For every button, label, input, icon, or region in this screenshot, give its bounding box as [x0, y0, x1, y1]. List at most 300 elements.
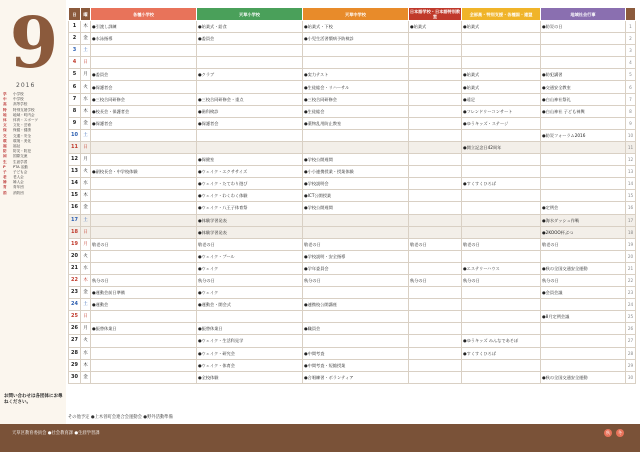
event-cell — [91, 190, 197, 202]
day-number: 23 — [69, 287, 81, 299]
event-cell — [409, 45, 462, 57]
event-cell — [462, 154, 541, 166]
day-number: 17 — [69, 214, 81, 226]
legend-key: 中 — [3, 97, 7, 102]
event-cell — [91, 262, 197, 274]
day-number: 18 — [69, 226, 81, 238]
day-number-end: 7 — [626, 93, 636, 105]
event-cell — [91, 141, 197, 153]
event-cell — [409, 57, 462, 69]
event-cell: ●8月定例会議 — [541, 311, 626, 323]
day-number: 24 — [69, 299, 81, 311]
event-cell — [409, 33, 462, 45]
event-cell: ●三校合同研修会・重点 — [197, 93, 303, 105]
event-cell — [541, 250, 626, 262]
calendar-row — [69, 69, 636, 81]
event-cell: ●ウェイク・わくわく体験 — [197, 190, 303, 202]
event-cell — [462, 214, 541, 226]
legend-text: PTA 活動 — [13, 164, 28, 169]
event-cell: ●ウェイク — [197, 287, 303, 299]
event-cell — [409, 141, 462, 153]
day-of-week: 木 — [81, 274, 91, 286]
event-cell: ●ウェイク・体育会 — [197, 359, 303, 371]
day-number-end: 26 — [626, 323, 636, 335]
day-of-week: 水 — [81, 93, 91, 105]
calendar-row — [69, 129, 636, 141]
event-cell — [409, 371, 462, 383]
event-cell — [409, 347, 462, 359]
event-cell: ●体験学習発表 — [197, 226, 303, 238]
day-number-end: 8 — [626, 105, 636, 117]
day-of-week: 木 — [81, 105, 91, 117]
event-cell — [197, 129, 303, 141]
event-cell: ●学校公開週間 — [303, 154, 409, 166]
day-number-end: 23 — [626, 287, 636, 299]
calendar-row — [69, 202, 636, 214]
event-cell — [541, 323, 626, 335]
calendar-row — [69, 226, 636, 238]
event-cell — [409, 323, 462, 335]
event-cell: ●保護者会 — [91, 81, 197, 93]
header-amakusa-junior: 天草中学校 — [303, 8, 409, 21]
event-cell — [409, 359, 462, 371]
day-number: 8 — [69, 105, 81, 117]
day-of-week: 水 — [81, 347, 91, 359]
event-cell — [91, 214, 197, 226]
event-cell — [541, 299, 626, 311]
event-cell: ●中間考査・短縮授業 — [303, 359, 409, 371]
credit-text: 天草区教育委員会 ●社会教育課 ●生涯学習課 — [12, 431, 100, 436]
event-cell — [409, 311, 462, 323]
day-number-end: 2 — [626, 33, 636, 45]
calendar-row — [69, 323, 636, 335]
legend-text: 福祉 — [13, 143, 21, 148]
event-cell — [303, 57, 409, 69]
day-number-end: 19 — [626, 238, 636, 250]
event-cell: ●生徒総会 — [303, 105, 409, 117]
legend-key: 交 — [3, 133, 7, 138]
calendar-row — [69, 21, 636, 33]
event-cell — [91, 57, 197, 69]
event-cell — [541, 335, 626, 347]
legend-key: 文 — [3, 123, 7, 128]
legend-text: 中学校 — [13, 97, 24, 102]
event-cell: ●学校説明・安全指導 — [303, 250, 409, 262]
legend-key: 高 — [3, 102, 7, 107]
event-cell: ●学年委員会 — [303, 262, 409, 274]
day-of-week: 土 — [81, 214, 91, 226]
event-cell — [91, 311, 197, 323]
event-cell: ●三校合同研修会 — [91, 93, 197, 105]
day-number: 10 — [69, 129, 81, 141]
day-number-end: 9 — [626, 117, 636, 129]
event-cell: ●歯科検診 — [197, 105, 303, 117]
legend-text: 高等学校 — [13, 102, 28, 107]
day-number-end: 27 — [626, 335, 636, 347]
event-cell: 敬老の日 — [91, 238, 197, 250]
day-number: 25 — [69, 311, 81, 323]
calendar-row — [69, 57, 636, 69]
event-cell: ●交通安全教室 — [541, 81, 626, 93]
day-number-end: 29 — [626, 359, 636, 371]
event-cell: ●定例会 — [541, 202, 626, 214]
legend-key: 体 — [3, 118, 7, 123]
event-cell: ●エステリーハウス — [462, 262, 541, 274]
event-cell — [197, 45, 303, 57]
day-of-week: 金 — [81, 287, 91, 299]
event-cell — [303, 335, 409, 347]
event-cell — [541, 154, 626, 166]
event-cell — [409, 81, 462, 93]
day-number-end: 24 — [626, 299, 636, 311]
calendar-row — [69, 250, 636, 262]
day-number: 26 — [69, 323, 81, 335]
event-cell — [462, 57, 541, 69]
event-cell — [462, 371, 541, 383]
event-cell: ●白山神社祭礼 — [541, 93, 626, 105]
event-cell: ●フレンドリーコンサート — [462, 105, 541, 117]
event-cell: ●学校説明会 — [303, 178, 409, 190]
event-cell: ●運動会・開会式 — [197, 299, 303, 311]
event-cell — [91, 154, 197, 166]
calendar-grid — [68, 7, 635, 384]
event-cell: ●始業式・下校 — [303, 21, 409, 33]
legend-text: 保健・健康 — [13, 128, 31, 133]
legend-key: 消 — [3, 190, 7, 195]
event-cell: ●始業式・給食 — [197, 21, 303, 33]
legend-text: 消防団 — [13, 190, 24, 195]
page-mark-autumn-icon: 秋 — [606, 430, 610, 435]
legend-text: 生涯学習 — [13, 159, 28, 164]
event-cell: ●遠足 — [462, 93, 541, 105]
footer-note: その他予定 ●上木曽町会連合会運動会 ●野外活動準備 — [68, 415, 173, 420]
legend-text: 文化・芸術 — [13, 123, 31, 128]
event-cell: ●防犯講習 — [541, 69, 626, 81]
calendar-row — [69, 81, 636, 93]
event-cell — [462, 129, 541, 141]
event-cell: 秋分の日 — [541, 274, 626, 286]
day-number-end: 22 — [626, 274, 636, 286]
event-cell: ●ウェイク・研究会 — [197, 347, 303, 359]
event-cell — [91, 178, 197, 190]
day-number-end: 10 — [626, 129, 636, 141]
event-cell: ●小児生活習慣病予防検診 — [303, 33, 409, 45]
day-of-week: 金 — [81, 371, 91, 383]
page-marks — [604, 429, 624, 437]
event-cell — [462, 202, 541, 214]
legend-text: 特別支援学校 — [13, 107, 35, 112]
event-cell — [462, 166, 541, 178]
day-number-end: 16 — [626, 202, 636, 214]
header-day: 日 — [69, 8, 81, 21]
event-cell — [409, 129, 462, 141]
legend-text: 小学校 — [13, 92, 24, 97]
day-number: 29 — [69, 359, 81, 371]
event-cell — [303, 141, 409, 153]
event-cell — [91, 250, 197, 262]
calendar-row — [69, 141, 636, 153]
day-of-week: 月 — [81, 154, 91, 166]
event-cell: ●薬物乱用防止教室 — [303, 117, 409, 129]
day-number: 3 — [69, 45, 81, 57]
bottom-bar — [0, 424, 640, 452]
day-number: 27 — [69, 335, 81, 347]
event-cell — [541, 166, 626, 178]
event-cell: ●委員会 — [91, 69, 197, 81]
day-number-end: 5 — [626, 69, 636, 81]
event-cell: ●すくすくひろば — [462, 178, 541, 190]
day-of-week: 月 — [81, 69, 91, 81]
event-cell: ●防災フォーラム2016 — [541, 129, 626, 141]
calendar-row — [69, 335, 636, 347]
event-cell — [409, 166, 462, 178]
event-cell: ●始業式 — [462, 81, 541, 93]
event-cell — [409, 214, 462, 226]
event-cell: 敬老の日 — [197, 238, 303, 250]
calendar-row — [69, 359, 636, 371]
day-number-end: 3 — [626, 45, 636, 57]
event-cell: ●運動会前日準備 — [91, 287, 197, 299]
day-number-end: 30 — [626, 371, 636, 383]
event-cell: ●白山神社 子ども神輿 — [541, 105, 626, 117]
legend-text: 防災・防犯 — [13, 149, 31, 154]
legend-text: 地域・町内会 — [13, 112, 35, 117]
event-cell — [409, 226, 462, 238]
header-row — [69, 8, 636, 21]
legend-text: 国際交流 — [13, 154, 28, 159]
day-number-end: 21 — [626, 262, 636, 274]
day-number: 22 — [69, 274, 81, 286]
event-cell — [303, 45, 409, 57]
day-number-end: 25 — [626, 311, 636, 323]
event-cell: ●始業式 — [462, 21, 541, 33]
legend-key: 婦 — [3, 180, 7, 185]
day-number: 14 — [69, 178, 81, 190]
event-cell: ●運動会 — [91, 299, 197, 311]
event-cell — [409, 190, 462, 202]
day-number: 19 — [69, 238, 81, 250]
event-cell — [91, 226, 197, 238]
event-cell — [197, 311, 303, 323]
day-number: 7 — [69, 93, 81, 105]
event-cell: ●小小連携授業・授業体験 — [303, 166, 409, 178]
event-cell: ●中間考査 — [303, 347, 409, 359]
day-number-end: 17 — [626, 214, 636, 226]
event-cell — [409, 202, 462, 214]
day-number: 28 — [69, 347, 81, 359]
day-of-week: 木 — [81, 359, 91, 371]
event-cell — [409, 178, 462, 190]
event-cell — [409, 299, 462, 311]
page-mark-winter-icon: 冬 — [618, 430, 622, 435]
event-cell — [462, 33, 541, 45]
header-high-special: 全部高・特別支援・各種国・連盟 — [462, 8, 541, 21]
event-cell — [409, 262, 462, 274]
event-cell — [409, 105, 462, 117]
day-number: 4 — [69, 57, 81, 69]
legend-text: 老人会 — [13, 175, 24, 180]
header-end — [626, 8, 636, 21]
day-of-week: 木 — [81, 21, 91, 33]
calendar-row — [69, 178, 636, 190]
calendar-row — [69, 33, 636, 45]
calendar-row — [69, 154, 636, 166]
event-cell: 秋分の日 — [91, 274, 197, 286]
event-cell: ●開立記念日42周年 — [462, 141, 541, 153]
legend-text: 交通・安全 — [13, 133, 31, 138]
event-cell: ●水泳指導 — [91, 33, 197, 45]
calendar-row — [69, 238, 636, 250]
event-cell: 敬老の日 — [541, 238, 626, 250]
legend-text: 子ども会 — [13, 169, 28, 174]
day-number-end: 6 — [626, 81, 636, 93]
day-of-week: 日 — [81, 311, 91, 323]
day-number: 1 — [69, 21, 81, 33]
year-label: 2016 — [16, 82, 36, 89]
header-amakusa-elementary: 天草小学校 — [197, 8, 303, 21]
legend-key: 福 — [3, 143, 7, 148]
event-cell — [91, 129, 197, 141]
day-of-week: 水 — [81, 178, 91, 190]
event-cell — [197, 81, 303, 93]
event-cell — [197, 57, 303, 69]
day-of-week: 火 — [81, 335, 91, 347]
calendar-row — [69, 190, 636, 202]
day-number: 9 — [69, 117, 81, 129]
event-cell — [91, 359, 197, 371]
event-cell: ●職員会 — [303, 323, 409, 335]
day-of-week: 火 — [81, 250, 91, 262]
event-cell: ●ウェイク・生活科見学 — [197, 335, 303, 347]
event-cell — [541, 359, 626, 371]
event-cell — [541, 45, 626, 57]
event-cell — [541, 141, 626, 153]
day-number-end: 20 — [626, 250, 636, 262]
event-cell: ●2KOOO杯ぷつ — [541, 226, 626, 238]
legend-text: 環境・美化 — [13, 138, 31, 143]
sidebar — [0, 0, 66, 452]
day-number: 6 — [69, 81, 81, 93]
day-number-end: 12 — [626, 154, 636, 166]
event-cell — [409, 287, 462, 299]
event-cell: ●すくすくひろば — [462, 347, 541, 359]
event-cell: 秋分の日 — [462, 274, 541, 286]
event-cell: ●クラブ — [197, 69, 303, 81]
day-of-week: 月 — [81, 323, 91, 335]
day-of-week: 金 — [81, 202, 91, 214]
event-cell: ●秋の全国交通安全運動 — [541, 371, 626, 383]
event-cell — [303, 226, 409, 238]
event-cell: ●ウェイク — [197, 262, 303, 274]
calendar-row — [69, 262, 636, 274]
day-number-end: 13 — [626, 166, 636, 178]
day-of-week: 日 — [81, 57, 91, 69]
legend-key: 環 — [3, 138, 7, 143]
event-cell: ●始業式 — [462, 69, 541, 81]
day-of-week: 水 — [81, 262, 91, 274]
event-cell: 敬老の日 — [409, 238, 462, 250]
day-number: 30 — [69, 371, 81, 383]
event-cell — [303, 287, 409, 299]
day-number: 15 — [69, 190, 81, 202]
day-number: 20 — [69, 250, 81, 262]
calendar-row — [69, 311, 636, 323]
event-cell: ●連携校公開講座 — [303, 299, 409, 311]
day-number-end: 28 — [626, 347, 636, 359]
legend-key: 地 — [3, 112, 7, 117]
event-cell — [462, 311, 541, 323]
event-cell — [462, 250, 541, 262]
day-number: 16 — [69, 202, 81, 214]
calendar-row — [69, 287, 636, 299]
legend-key: 防 — [3, 149, 7, 154]
event-cell — [462, 190, 541, 202]
event-cell: 敬老の日 — [462, 238, 541, 250]
day-of-week: 土 — [81, 45, 91, 57]
day-of-week: 月 — [81, 238, 91, 250]
legend-key: P — [3, 165, 6, 170]
event-cell — [462, 299, 541, 311]
day-number: 12 — [69, 154, 81, 166]
event-cell — [462, 359, 541, 371]
header-elementary: 各種小学校 — [91, 8, 197, 21]
event-cell: ●ウェイク・エクササイズ — [197, 166, 303, 178]
event-cell — [462, 45, 541, 57]
event-cell — [91, 202, 197, 214]
event-cell — [303, 214, 409, 226]
legend-text: 婦人会 — [13, 180, 24, 185]
event-cell: ●ゆうキッズ・ステージ — [462, 117, 541, 129]
header-japanese-school: 日本語学校・日本語特別教室 — [409, 9, 461, 19]
event-cell: ●三校合同研修会 — [303, 93, 409, 105]
event-cell: ●保護者会 — [197, 117, 303, 129]
calendar-row — [69, 45, 636, 57]
event-cell — [541, 347, 626, 359]
event-cell — [541, 117, 626, 129]
contact-note: お問い合わせは各団体にお尋ねください。 — [4, 394, 63, 405]
event-cell — [409, 69, 462, 81]
event-cell: ●全校体験 — [197, 371, 303, 383]
event-cell: ●ウェイク・プール — [197, 250, 303, 262]
header-dow: 曜 — [81, 8, 91, 21]
event-cell: ●学校公開週間 — [303, 202, 409, 214]
legend-key: 国 — [3, 154, 7, 159]
day-number: 2 — [69, 33, 81, 45]
event-cell: ●副校長会・中学校体験 — [91, 166, 197, 178]
day-of-week: 火 — [81, 166, 91, 178]
event-cell: ●ウェイク・たてわり遊び — [197, 178, 303, 190]
day-of-week: 日 — [81, 226, 91, 238]
day-of-week: 金 — [81, 117, 91, 129]
calendar-row — [69, 274, 636, 286]
event-cell: ●体験学習発表 — [197, 214, 303, 226]
event-cell: ●海水ダッシュ作戦 — [541, 214, 626, 226]
day-of-week: 日 — [81, 141, 91, 153]
event-cell — [303, 311, 409, 323]
event-cell: ●ウェイク・八王子体育祭 — [197, 202, 303, 214]
day-number-end: 4 — [626, 57, 636, 69]
event-cell — [91, 371, 197, 383]
event-cell — [462, 226, 541, 238]
day-of-week: 木 — [81, 190, 91, 202]
event-cell — [91, 347, 197, 359]
event-cell: ●校長会・保護者会 — [91, 105, 197, 117]
day-number: 13 — [69, 166, 81, 178]
event-cell — [541, 190, 626, 202]
event-cell — [409, 93, 462, 105]
day-number: 11 — [69, 141, 81, 153]
event-cell: 秋分の日 — [197, 274, 303, 286]
